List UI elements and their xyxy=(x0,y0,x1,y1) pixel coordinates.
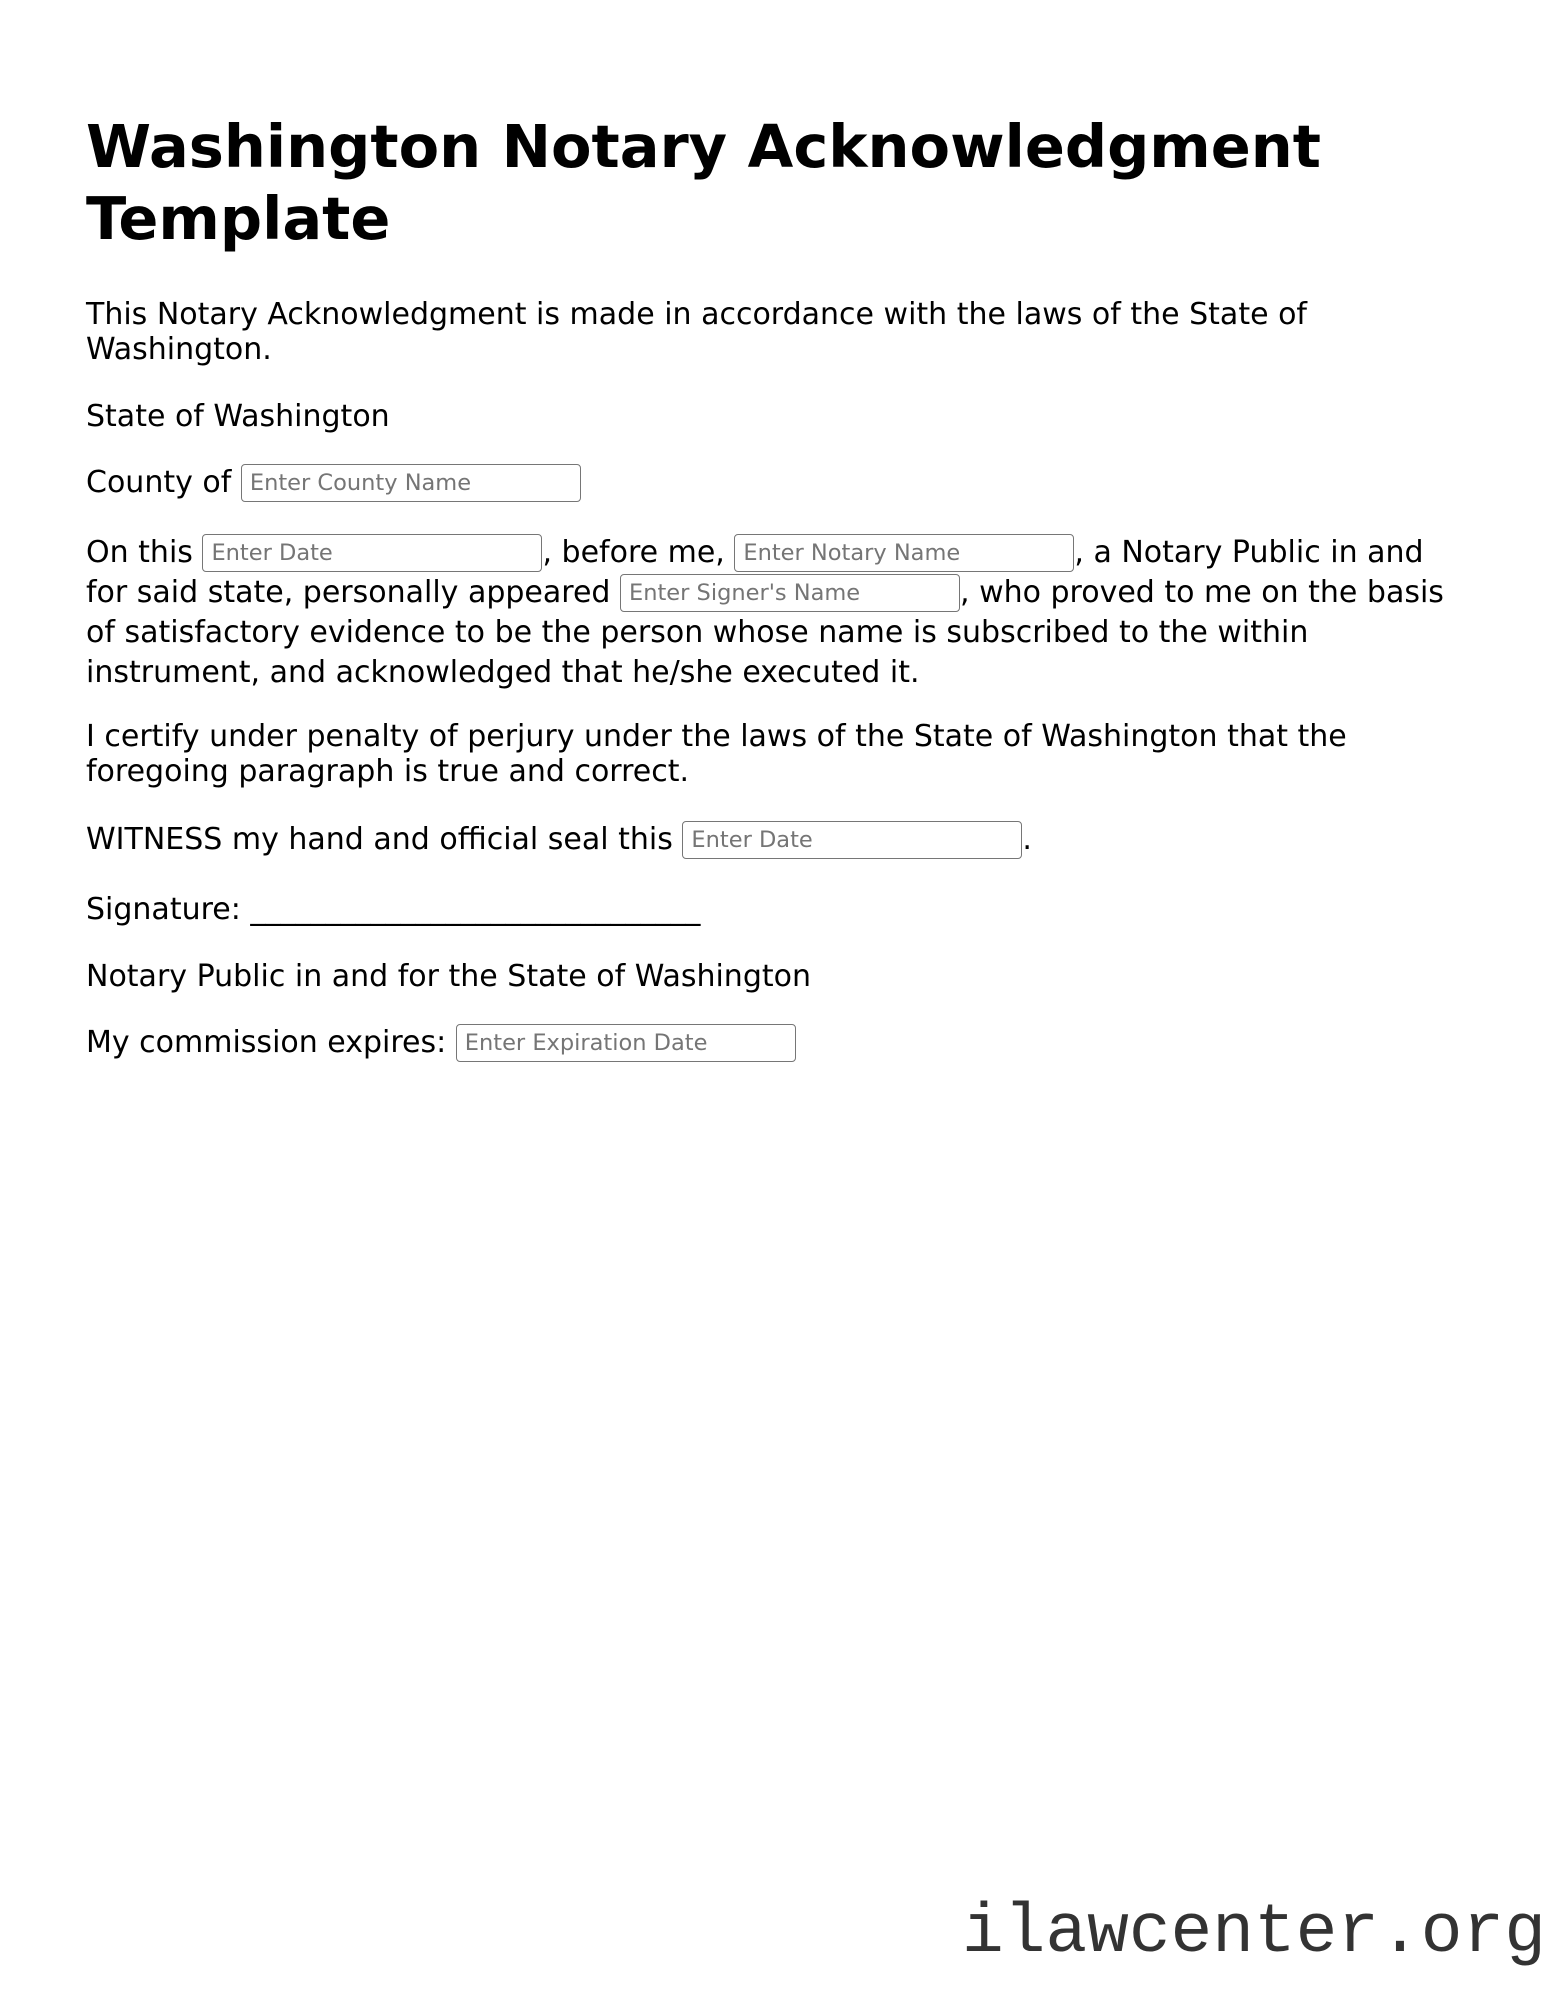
ack-text-evidence: , who proved to me on the basis of satisfactory evidence to be the person whose name is subscribed to the within instrument, and acknowledged that he/she executed it. xyxy=(86,575,1444,690)
commission-label: My commission expires: xyxy=(86,1025,447,1060)
county-paragraph xyxy=(86,463,1471,503)
certification-paragraph: I certify under penalty of perjury under the laws of the State of Washington that the foregoing paragraph is true and correct. xyxy=(86,719,1347,789)
signature-line: ______________________________ xyxy=(250,892,701,927)
ack-text-before-me: , before me, xyxy=(542,535,725,570)
witness-text: WITNESS my hand and official seal this xyxy=(86,822,673,857)
commission-paragraph xyxy=(86,1023,1471,1063)
witness-date-input[interactable] xyxy=(682,821,1022,859)
notary-title-line: Notary Public in and for the State of Washington xyxy=(86,959,811,994)
commission-expiration-input[interactable] xyxy=(456,1024,796,1062)
intro-paragraph: This Notary Acknowledgment is made in accordance with the laws of the State of Washington. xyxy=(86,297,1307,367)
witness-paragraph xyxy=(86,820,1471,860)
page-title: Washington Notary Acknowledgment Template xyxy=(86,112,1321,253)
acknowledgment-paragraph xyxy=(86,533,1471,693)
witness-period: . xyxy=(1022,822,1032,857)
signer-name-input[interactable] xyxy=(620,574,960,612)
signature-paragraph xyxy=(86,892,1471,927)
county-name-input[interactable] xyxy=(241,464,581,502)
acknowledgment-date-input[interactable] xyxy=(202,534,542,572)
ack-text-notary-public: , a Notary Public in and for said state, personally appeared xyxy=(86,535,1424,610)
state-line: State of Washington xyxy=(86,399,390,434)
ack-text-on-this: On this xyxy=(86,535,193,570)
county-label: County of xyxy=(86,465,232,500)
watermark-logo: ilawcenter.org xyxy=(962,1893,1546,1972)
signature-label: Signature: xyxy=(86,892,241,927)
notary-name-input[interactable] xyxy=(734,534,1074,572)
